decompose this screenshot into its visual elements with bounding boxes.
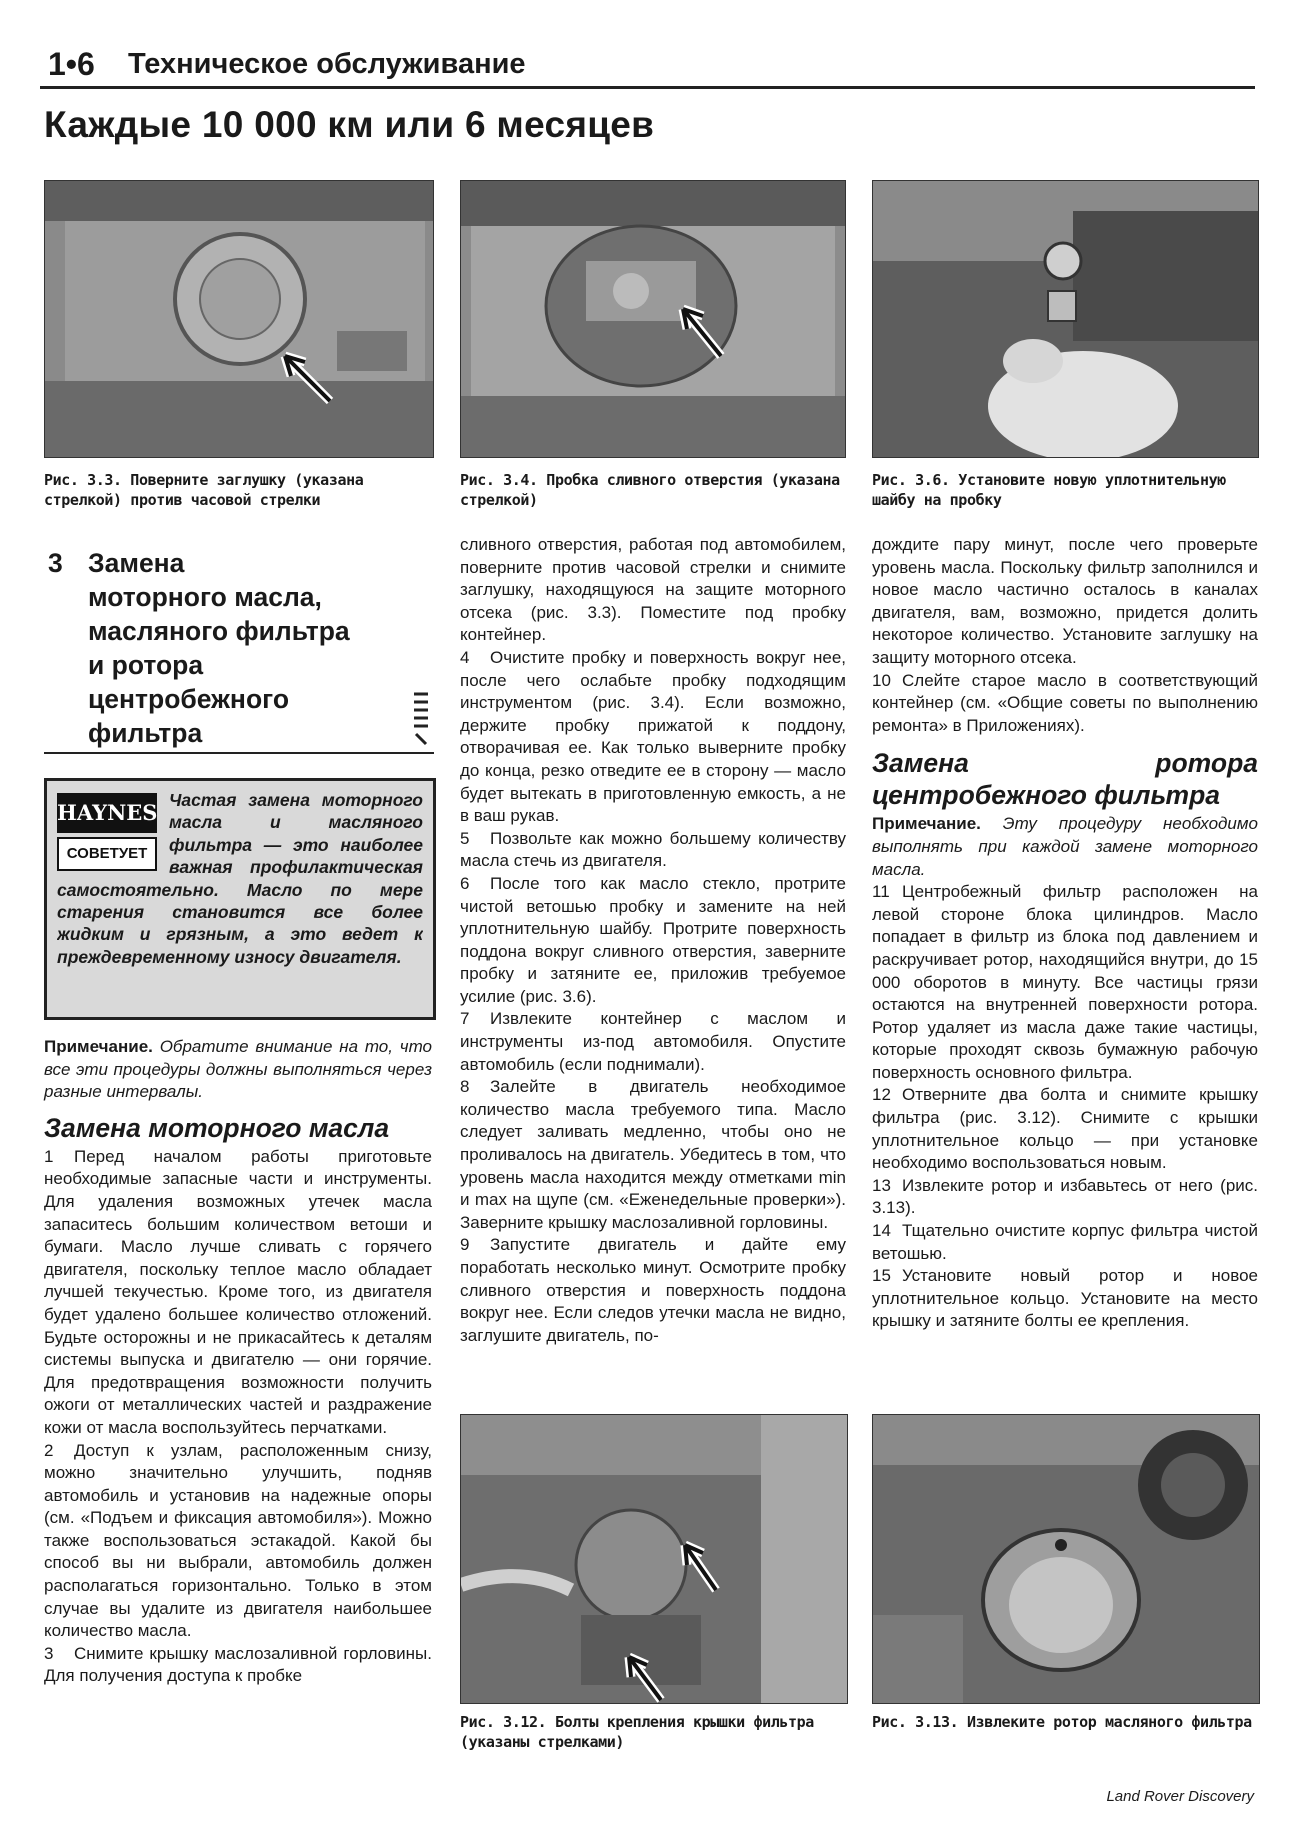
footer-book-title: Land Rover Discovery bbox=[1106, 1788, 1254, 1805]
paragraph bbox=[460, 828, 846, 873]
note-text: Обратите внимание на то, что все эти процедуры должны выполняться через разные интервалы. bbox=[44, 1037, 432, 1102]
section-3-number: 3 bbox=[48, 548, 63, 578]
paragraph bbox=[460, 1234, 846, 1347]
paragraph-number: 4 bbox=[460, 647, 470, 667]
paragraph bbox=[44, 1146, 432, 1440]
section-3-title bbox=[88, 546, 428, 750]
note-paragraph bbox=[44, 1036, 432, 1104]
paragraph-text: После того как масло стекло, протрите чистой ветошью пробку и замените на ней уплотнительную шайбу. Протрите поверхность поддона вокруг сливного отверстия, заверните пробку и затяните ее, приложив требуемое усилие (рис. 3.6). bbox=[460, 873, 846, 1006]
paragraph-text: Слейте старое масло в соответствующий контейнер (см. «Общие советы по выполнению ремонта» в Приложениях). bbox=[872, 670, 1258, 735]
haynes-tip-box bbox=[44, 778, 436, 1020]
paragraph-text: Позвольте как можно большему количеству масла стечь из двигателя. bbox=[460, 828, 846, 871]
paragraph-number: 10 bbox=[872, 670, 891, 690]
tip-text-top bbox=[169, 789, 423, 881]
paragraph bbox=[872, 881, 1258, 1084]
paragraph-text: Извлеките ротор и избавьтесь от него (рис. 3.13). bbox=[872, 1175, 1258, 1218]
paragraph-text: Центробежный фильтр расположен на левой стороне блока цилиндров. Масло попадает в фильтр из блока под давлением и раскручивает ротор, находящийся внутри, до 15 000 оборотов в минуту. Все частицы грязи остаются на внутренней поверхности ротора. Ротор удаляет из масла даже такие частицы, которые проходят сквозь бумажную рабочую поверхность основного фильтра. bbox=[872, 882, 1258, 1082]
paragraph-text: Снимите крышку маслозаливной горловины. Для получения доступа к пробке bbox=[44, 1643, 432, 1686]
paragraph-text: Запустите двигатель и дайте ему поработать несколько минут. Осмотрите пробку сливного отверстия и поверхность поддона вокруг нее. Если следов утечки масла не видно, заглушите двигатель, по- bbox=[460, 1235, 846, 1345]
paragraph-number: 3 bbox=[44, 1643, 54, 1663]
paragraph bbox=[872, 670, 1258, 738]
paragraph bbox=[460, 873, 846, 1009]
haynes-logo: HAYNES bbox=[57, 793, 157, 833]
page-number: 1•6 bbox=[48, 46, 95, 82]
subheading-oil-change: Замена моторного масла bbox=[44, 1112, 390, 1143]
section-3-title-line: фильтра bbox=[88, 718, 203, 748]
paragraph-number: 12 bbox=[872, 1085, 891, 1105]
note-label: Примечание. bbox=[872, 814, 981, 834]
figure-3-13-photo bbox=[872, 1414, 1260, 1704]
note-text: Эту процедуру необходимо выполнять при каждой замене моторного масла. bbox=[872, 814, 1258, 879]
paragraph bbox=[44, 1643, 432, 1688]
paragraph-number: 9 bbox=[460, 1235, 470, 1255]
paragraph bbox=[460, 1008, 846, 1076]
subheading-rotor-change: Замена ротора центробежного фильтра bbox=[872, 748, 1258, 811]
paragraph bbox=[44, 1440, 432, 1643]
paragraph bbox=[872, 1265, 1258, 1333]
figure-3-6-caption: Рис. 3.6. Установите новую уплотнительную шайбу на пробку bbox=[872, 471, 1226, 509]
paragraph-number: 7 bbox=[460, 1009, 470, 1029]
note-label: Примечание. bbox=[44, 1037, 153, 1056]
paragraph bbox=[872, 1084, 1258, 1174]
tip-text-bottom bbox=[57, 879, 423, 1003]
section-3-title-line: масляного фильтра bbox=[88, 616, 350, 646]
paragraph-number: 5 bbox=[460, 828, 470, 848]
paragraph-text: Извлеките контейнер с маслом и инструменты из-под автомобиля. Опустите автомобиль (если поднимали). bbox=[460, 1009, 846, 1074]
figure-3-6-photo bbox=[872, 180, 1259, 458]
page-header bbox=[40, 46, 1255, 89]
section-3-title-line: и ротора bbox=[88, 650, 204, 680]
note-paragraph bbox=[872, 813, 1258, 881]
paragraph-text: Установите новый ротор и новое уплотнительное кольцо. Установите на место крышку и затяните болты ее крепления. bbox=[872, 1266, 1258, 1331]
paragraph-text: Тщательно очистите корпус фильтра чистой ветошью. bbox=[872, 1221, 1258, 1263]
paragraph-text: сливного отверстия, работая под автомобилем, поверните против часовой стрелки и снимите заглушку, находящуюся на защите моторного отсека (рис. 3.3). Поместите под пробку контейнер. bbox=[460, 535, 846, 645]
figure-3-12-photo bbox=[460, 1414, 848, 1704]
figure-3-12-caption: Рис. 3.12. Болты крепления крышки фильтра (указаны стрелками) bbox=[460, 1713, 814, 1751]
paragraph-text: Залейте в двигатель необходимое количество масла требуемого типа. Масло следует заливать медленно, чтобы оно не проливалось на двигатель. Убедитесь в том, что уровень масла находится между отметками min и max на щупе (см. «Еженедельные проверки»). Заверните крышку маслозаливной горловины. bbox=[460, 1077, 846, 1232]
section-3-title-line: Замена bbox=[88, 548, 185, 578]
paragraph-number: 6 bbox=[460, 873, 470, 893]
paragraph bbox=[872, 1175, 1258, 1220]
paragraph-number: 13 bbox=[872, 1175, 891, 1195]
paragraph-number: 11 bbox=[872, 882, 890, 902]
section-3-title-line: моторного масла, bbox=[88, 582, 322, 612]
paragraph bbox=[460, 647, 846, 828]
section-3-title-line: центробежного bbox=[88, 684, 290, 714]
paragraph bbox=[460, 1076, 846, 1234]
section-title: Каждые 10 000 км или 6 месяцев bbox=[44, 104, 655, 145]
paragraph-text: Отверните два болта и снимите крышку фильтра (рис. 3.12). Снимите с крышки уплотнительное кольцо — при установке необходимо воспользоваться новым. bbox=[872, 1085, 1258, 1173]
column-3 bbox=[872, 534, 1258, 1333]
figure-3-3-caption: Рис. 3.3. Поверните заглушку (указана стрелкой) против часовой стрелки bbox=[44, 471, 364, 509]
tip-text-continuation: самостоятельно. Масло по мере старения становится все более жидким и грязным, а это ведет к преждевременному износу двигателя. bbox=[57, 879, 423, 967]
figure-3-13-caption: Рис. 3.13. Извлеките ротор масляного фильтра bbox=[872, 1713, 1252, 1731]
oil-can-icon bbox=[410, 690, 432, 748]
paragraph bbox=[872, 1220, 1258, 1265]
paragraph-number: 15 bbox=[872, 1266, 891, 1286]
haynes-badge: СОВЕТУЕТ bbox=[57, 837, 157, 871]
paragraph-text: Доступ к узлам, расположенным снизу, можно значительно улучшить, подняв автомобиль и установив на надежные опоры (см. «Подъем и фиксация автомобиля»). Можно также воспользоваться эстакадой. Какой бы способ вы ни выбрали, автомобиль должен располагаться горизонтально. Только в этом случае вы удалите из двигателя наибольшее количество масла. bbox=[44, 1440, 432, 1641]
figure-3-3-photo bbox=[44, 180, 434, 458]
paragraph-text: Перед началом работы приготовьте необходимые запасные части и инструменты. Для удаления возможных утечек масла запаситесь большим количеством ветоши и бумаги. Масло лучше сливать с горячего двигателя, поскольку теплое масло обладает лучшей текучестью. Кроме того, из двигателя будет удалено большее количество отложений. Будьте осторожны и не прикасайтесь к деталям системы выпуска и двигателю — они горячие. Для предотвращения возможности получить ожоги от металлических частей и раздражение кожи от масла воспользуйтесь перчатками. bbox=[44, 1146, 432, 1437]
paragraph bbox=[460, 534, 846, 647]
paragraph-text: Очистите пробку и поверхность вокруг нее, после чего ослабьте пробку подходящим инструментом (рис. 3.4). Если возможно, держите пробку прижатой к поддону, отворачивая ее. Как только выверните пробку до конца, резко отведите ее в сторону — масло будет вытекать в приготовленную емкость, а не в ваш рукав. bbox=[460, 647, 846, 826]
tip-text: Частая замена моторного масла и масляного фильтра — это наиболее важная профилактическая bbox=[169, 790, 423, 878]
column-1 bbox=[44, 1036, 432, 1688]
paragraph bbox=[872, 534, 1258, 670]
column-2 bbox=[460, 534, 846, 1347]
chapter-title: Техническое обслуживание bbox=[128, 48, 526, 80]
paragraph-number: 14 bbox=[872, 1221, 891, 1241]
paragraph-number: 2 bbox=[44, 1440, 54, 1460]
paragraph-text: дождите пару минут, после чего проверьте уровень масла. Поскольку фильтр заполнился и новое масло частично осталось в каналах двигателя, вам, возможно, придется долить некоторое количество. Установите заглушку на защиту моторного отсека. bbox=[872, 535, 1258, 667]
paragraph-number: 1 bbox=[44, 1146, 54, 1166]
figure-3-4-caption: Рис. 3.4. Пробка сливного отверстия (указана стрелкой) bbox=[460, 471, 840, 509]
figure-3-4-photo bbox=[460, 180, 846, 458]
section-3-rule bbox=[44, 752, 434, 754]
paragraph-number: 8 bbox=[460, 1077, 470, 1097]
